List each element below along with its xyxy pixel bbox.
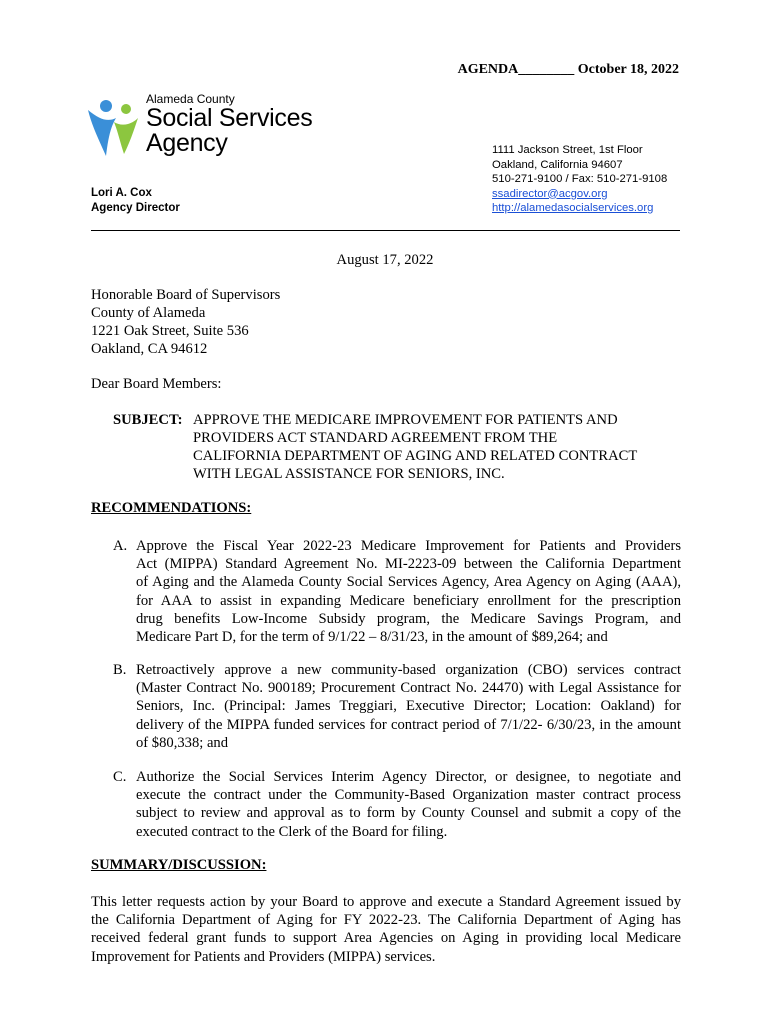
logo-county-text: Alameda County (146, 92, 235, 106)
recommendation-letter: A. (113, 538, 128, 554)
recommendation-line: Retroactively approve a new community-based organization (CBO) services contract (136, 662, 681, 678)
recommendation-line: subject to review and approval as to form by County Counsel and submit a copy of the (136, 805, 681, 822)
subject-label: SUBJECT: (113, 412, 183, 428)
subject-line: CALIFORNIA DEPARTMENT OF AGING AND RELATED CONTRACT (193, 448, 638, 464)
subject-line: APPROVE THE MEDICARE IMPROVEMENT FOR PATIENTS AND (193, 412, 618, 428)
header-divider (91, 230, 680, 231)
summary-paragraph (91, 893, 681, 966)
summary-line: Improvement for Patients and Providers (MIPPA) services. (91, 948, 436, 965)
logo-title-line1: Social Services (146, 104, 313, 132)
recommendation-letter: C. (113, 769, 127, 785)
addressee-line: Oakland, CA 94612 (91, 341, 208, 357)
subject-line: WITH LEGAL ASSISTANCE FOR SENIORS, INC. (193, 466, 505, 482)
summary-line: the California Department of Aging for FY 2022-23. The California Department of Aging has (91, 912, 681, 929)
addressee-line: 1221 Oak Street, Suite 536 (91, 323, 249, 339)
address-line: 1111 Jackson Street, 1st Floor (492, 144, 643, 156)
recommendation-line: Seniors, Inc. (Principal: James Treggiari, Executive Director; Location: Oakland) for (136, 698, 681, 715)
recommendation-line: executed contract to the Clerk of the Board for filing. (136, 823, 448, 840)
addressee-block (91, 286, 280, 358)
recommendations-heading: RECOMMENDATIONS: (91, 500, 252, 516)
recommendation-line: delivery of the MIPPA funded services for contract period of 7/1/22- 6/30/23, in the amount (136, 716, 681, 733)
addressee-line: Honorable Board of Supervisors (91, 287, 281, 303)
director-title: Agency Director (91, 201, 180, 214)
recommendation-letter: B. (113, 662, 127, 678)
salutation: Dear Board Members: (91, 376, 222, 392)
agency-director (91, 186, 180, 215)
agenda-date-line: AGENDA________ October 18, 2022 (457, 62, 679, 77)
recommendation-line: of Aging and the Alameda County Social Services Agency, Area Agency on Aging (AAA), (136, 574, 681, 591)
summary-line: received federal grant funds to support Area Agencies on Aging in providing local Medicare (91, 930, 681, 947)
website-link[interactable]: http://alamedasocialservices.org (492, 202, 654, 214)
director-name: Lori A. Cox (91, 187, 152, 199)
recommendation-line: for AAA to assist in expanding Medicare beneficiary enrollment for the prescription (136, 592, 681, 609)
agency-logo (86, 92, 326, 162)
recommendation-line: drug benefits Low-Income Subsidy program, the Medicare Savings Program, and (136, 610, 681, 627)
address-line: Oakland, California 94607 (492, 158, 623, 171)
logo-title-line2: Agency (146, 129, 228, 157)
email-link[interactable]: ssadirector@acgov.org (492, 187, 608, 200)
recommendation-line: of $80,338; and (136, 734, 229, 751)
summary-heading: SUMMARY/DISCUSSION: (91, 857, 267, 873)
recommendation-line: execute the contract under the Community-Based Organization master contract process (136, 787, 681, 804)
addressee-line: County of Alameda (91, 305, 206, 321)
recommendation-line: (Master Contract No. 900189; Procurement Contract No. 24470) with Legal Assistance for (136, 680, 681, 697)
recommendation-line: Medicare Part D, for the term of 9/1/22 – 8/31/23, in the amount of $89,264; and (136, 628, 608, 645)
phone-fax-line: 510-271-9100 / Fax: 510-271-9108 (492, 173, 668, 185)
agency-address (492, 143, 667, 216)
recommendation-line: Authorize the Social Services Interim Agency Director, or designee, to negotiate and (136, 769, 681, 785)
subject-line: PROVIDERS ACT STANDARD AGREEMENT FROM THE (193, 430, 558, 446)
letter-date: August 17, 2022 (336, 252, 434, 268)
recommendation-line: Approve the Fiscal Year 2022-23 Medicare Improvement for Patients and Providers (136, 538, 681, 554)
people-logo-icon (86, 96, 142, 162)
recommendation-line: Act (MIPPA) Standard Agreement No. MI-2223-09 between the California Department (136, 556, 681, 573)
summary-line: This letter requests action by your Board to approve and execute a Standard Agreement issued by (91, 894, 681, 910)
